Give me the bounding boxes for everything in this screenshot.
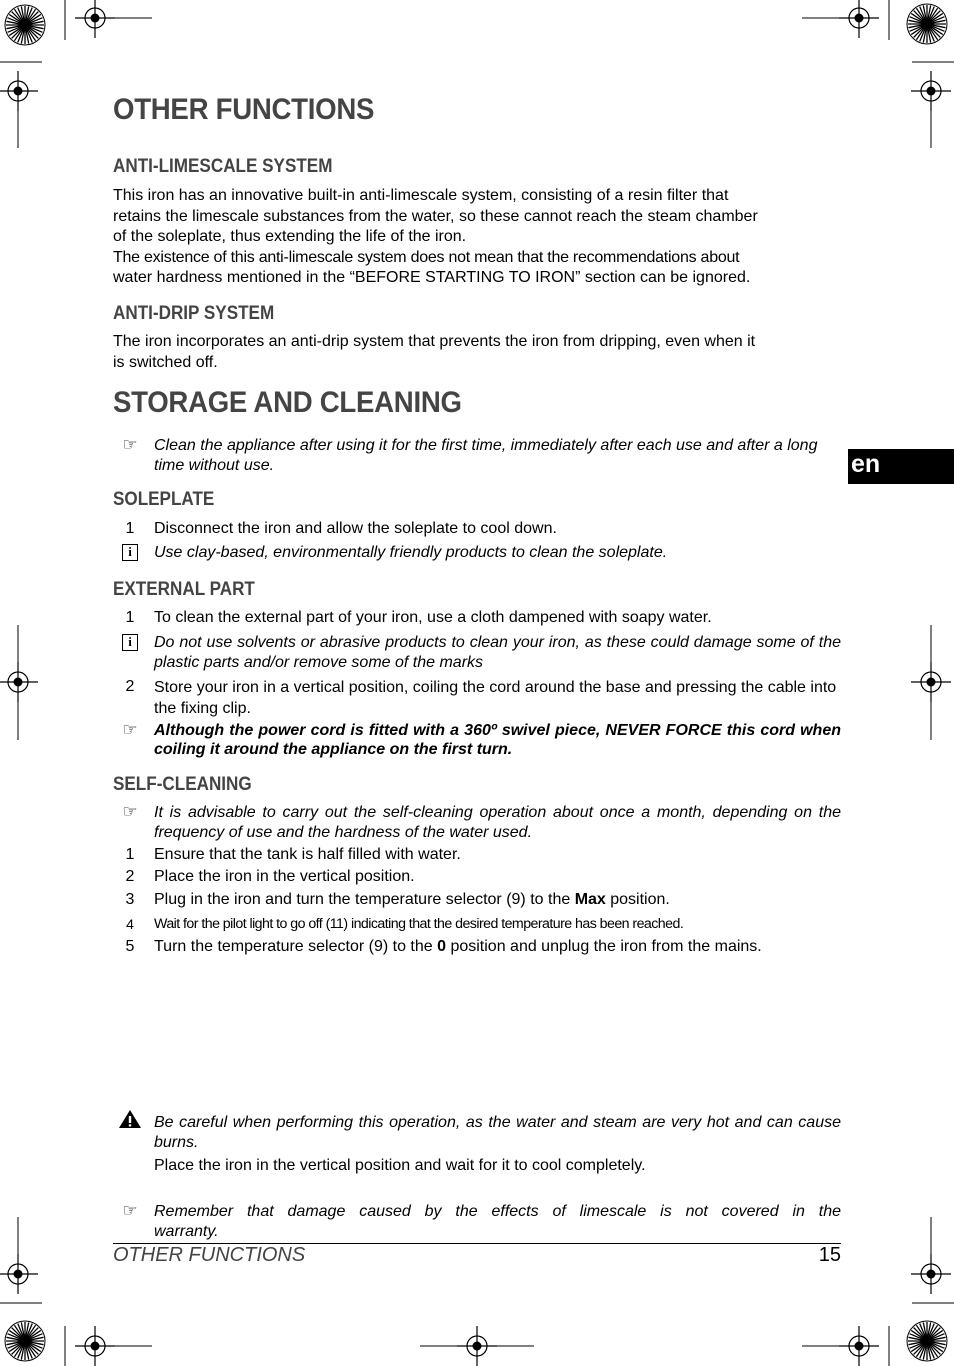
section-heading-soleplate: SOLEPLATE [113,489,215,510]
text-line: water hardness mentioned in the “BEFORE STARTING TO IRON” section can be ignored. [113,269,751,286]
step-number: 3 [125,891,135,908]
step-text-part: Turn the temperature selector (9) to the [154,938,438,955]
step-text: Store your iron in a vertical position, coiling the cord around the base and pressing the cable into the fixing clip. [154,679,837,717]
step-text: To clean the external part of your iron, use a cloth dampened with soapy water. [154,609,712,626]
step-number: 1 [125,846,135,863]
language-tab: en [848,449,954,484]
text-line: The iron incorporates an anti-drip system that prevents the iron from dripping, even when it [113,333,756,350]
footer-section-name: OTHER FUNCTIONS [113,1244,306,1266]
pointing-hand-icon: ☞ [122,1201,138,1221]
step-number: 2 [125,678,135,695]
section-heading-anti-limescale: ANTI-LIMESCALE SYSTEM [113,156,333,177]
step-text: Disconnect the iron and allow the soleplate to cool down. [154,520,557,537]
step-text-part: position and unplug the iron from the mains. [446,938,762,955]
page-title: OTHER FUNCTIONS [113,93,375,126]
section-heading-external: EXTERNAL PART [113,579,255,600]
page-number: 15 [818,1244,841,1266]
note-text: It is advisable to carry out the self-cleaning operation about once a month, depending on the frequency of use and the hardness of the water used. [154,804,841,841]
info-text: Use clay-based, environmentally friendly products to clean the soleplate. [154,544,668,561]
anti-limescale-text [113,186,841,289]
note-text: Clean the appliance after using it for the first time, immediately after each use and after a long time without use. [154,437,818,474]
step-text-part: Plug in the iron and turn the temperature selector (9) to the [154,891,575,908]
info-icon: i [122,634,138,651]
step-text: Wait for the pilot light to go off (11) indicating that the desired temperature has been reached. [154,916,684,932]
step-text: Ensure that the tank is half filled with water. [154,846,461,863]
text-line: of the soleplate, thus extending the life of the iron. [113,228,467,245]
setting-zero: 0 [437,938,446,955]
info-text: Do not use solvents or abrasive products to clean your iron, as these could damage some of the plastic parts and/or remove some of the marks [154,634,841,671]
reminder-text: Remember that damage caused by the effects of limescale is not covered in the warranty. [154,1203,841,1240]
warning-triangle-icon [113,1113,147,1135]
step-text: Place the iron in the vertical position. [154,868,415,885]
text-line: The existence of this anti-limescale system does not mean that the recommendations about [113,248,740,266]
step-text-part: position. [605,891,670,908]
text-line: is switched off. [113,353,218,371]
text-line: retains the limescale substances from the water, so these cannot reach the steam chamber [113,207,758,225]
warning-text: Although the power cord is fitted with a 360º swivel piece, NEVER FORCE this cord when coiling it around the appliance on the first turn. [154,722,841,758]
section-heading-anti-drip: ANTI-DRIP SYSTEM [113,303,275,324]
step-text [154,890,841,910]
caution-text: Be careful when performing this operation, as the water and steam are very hot and can cause burns. [154,1114,841,1151]
setting-max: Max [574,891,606,908]
info-icon: i [122,544,138,561]
step-text [154,937,841,957]
step-number: 1 [125,609,135,626]
storage-title: STORAGE AND CLEANING [113,386,462,419]
pointing-hand-icon: ☞ [122,720,138,740]
instruction-text: Place the iron in the vertical position and wait for it to cool completely. [154,1157,646,1174]
step-number: 2 [125,868,135,885]
text-line: This iron has an innovative built-in anti-limescale system, consisting of a resin filter that [113,187,729,204]
section-heading-self-cleaning: SELF-CLEANING [113,774,252,795]
pointing-hand-icon: ☞ [122,435,138,455]
step-number: 4 [126,916,134,932]
pointing-hand-icon: ☞ [122,802,138,822]
step-number: 5 [125,938,135,955]
anti-drip-text [113,332,841,373]
step-number: 1 [125,520,135,537]
